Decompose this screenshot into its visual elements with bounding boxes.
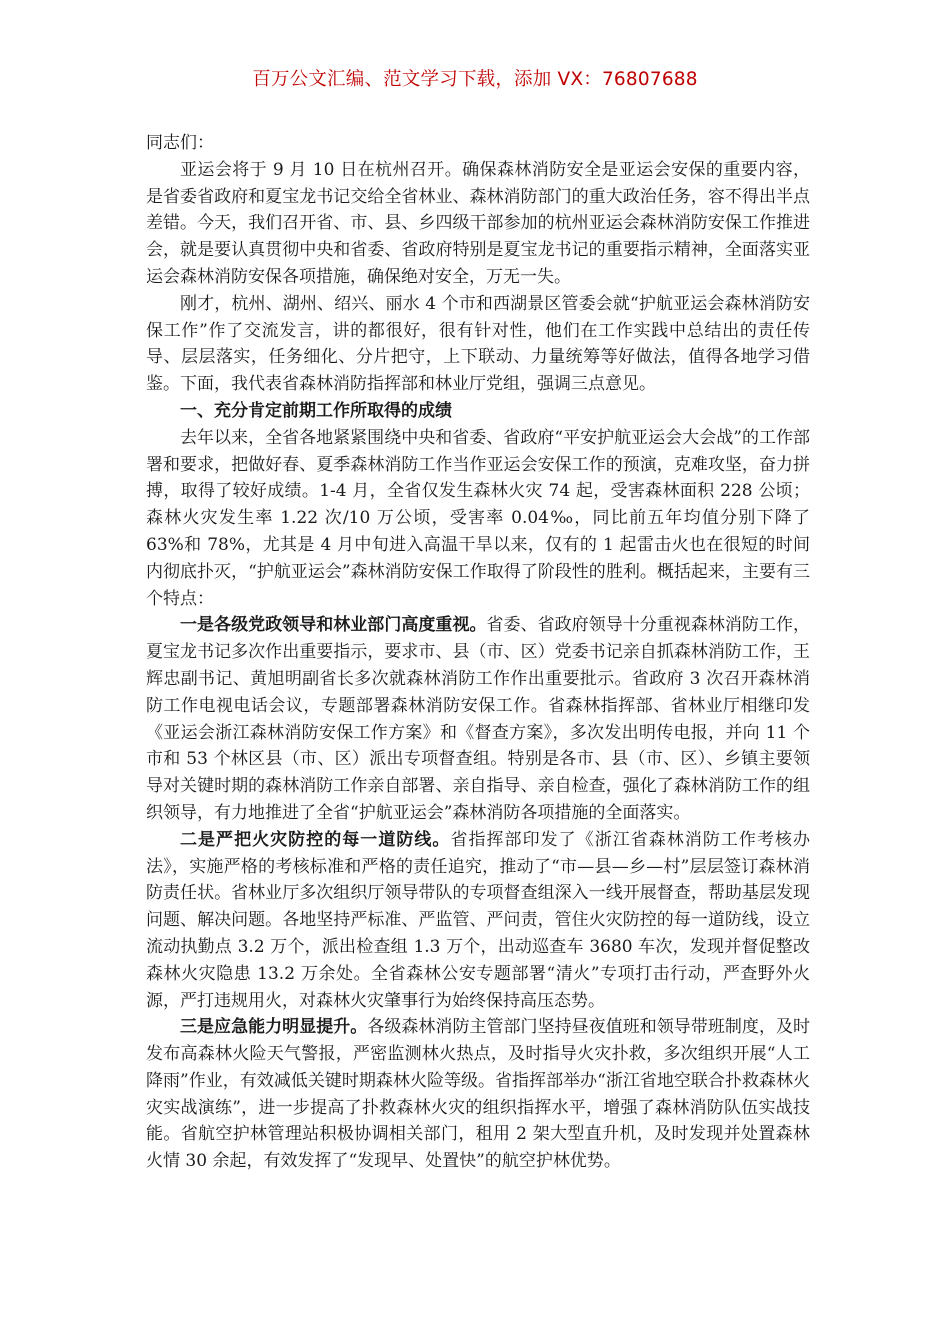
paragraph-intro: 亚运会将于 9 月 10 日在杭州召开。确保森林消防安全是亚运会安保的重要内容，是省委省政府和夏宝龙书记交给全省林业、森林消防部门的重大政治任务，容不得出半点差错。今天，我们召开省、市、县、乡四级干部参加的杭州亚运会森林消防安保工作推进会，就是要认真贯彻中央和省委、省政府特别是夏宝龙书记的重要指示精神，全面落实亚运会森林消防安保各项措施，确保绝对安全，万无一失。	[146, 159, 810, 287]
point-lead-2: 二是严把火灾防控的每一道防线。	[180, 829, 451, 850]
point-lead-1: 一是各级党政领导和林业部门高度重视。	[180, 615, 487, 636]
section-intro-paragraph: 去年以来，全省各地紧紧围绕中央和省委、省政府“平安护航亚运会大会战”的工作部署和要求，把做好春、夏季森林消防工作当作亚运会安保工作的预演，克难攻坚，奋力拼搏，取得了较好成绩。1-4 月，全省仅发生森林火灾 74 起，受害森林面积 228 公顷；森林火灾发生率 1.22 次/10 万公顷，受害率 0.04‰，同比前五年均值分别下降了 63%和 78%，尤其是 4 月中旬进入高温干旱以来，仅有的 1 起雷击火也在很短的时间内彻底扑灭，“护航亚运会”森林消防安保工作取得了阶段性的胜利。概括起来，主要有三个特点：	[146, 427, 810, 609]
salutation: 同志们：	[146, 133, 214, 153]
document-body	[146, 130, 810, 1175]
point-body-1: 省委、省政府领导十分重视森林消防工作，夏宝龙书记多次作出重要指示，要求市、县（市、区）党委书记亲自抓森林消防工作，王辉忠副书记、黄旭明副省长多次就森林消防工作作出重要批示。省政府 3 次召开森林消防工作电视电话会议，专题部署森林消防安保工作。省森林指挥部、省林业厅相继印发《亚运会浙江森林消防安保工作方案》和《督查方案》，多次发出明传电报，并向 11 个市和 53 个林区县（市、区）派出专项督查组。特别是各市、县（市、区）、乡镇主要领导对关键时期的森林消防工作亲自部署、亲自指导、亲自检查，强化了森林消防工作的组织领导，有力地推进了全省“护航亚运会”森林消防各项措施的全面落实。	[146, 615, 810, 823]
header-banner: 百万公文汇编、范文学习下载，添加 VX：76807688	[252, 69, 698, 90]
point-paragraph-2	[146, 827, 810, 1015]
section-heading: 一、充分肯定前期工作所取得的成绩	[180, 400, 452, 421]
point-body-2: 省指挥部印发了《浙江省森林消防工作考核办法》，实施严格的考核标准和严格的责任追究，推动了“市—县—乡—村”层层签订森林消防责任状。省林业厅多次组织厅领导带队的专项督查组深入一线开展督查，帮助基层发现问题、解决问题。各地坚持严标准、严监管、严问责，管住火灾防控的每一道防线，设立流动执勤点 3.2 万个，派出检查组 1.3 万个，出动巡查车 3680 车次，发现并督促整改森林火灾隐患 13.2 万余处。全省森林公安专题部署“清火”专项打击行动，严查野外火源，严打违规用火，对森林火灾肇事行为始终保持高压态势。	[146, 829, 811, 1011]
point-body-3: 各级森林消防主管部门坚持昼夜值班和领导带班制度，及时发布高森林火险天气警报，严密监测林火热点，及时指导火灾扑救，多次组织开展“人工降雨”作业，有效减低关键时期森林火险等级。省指挥部举办“浙江省地空联合扑救森林火灾实战演练”，进一步提高了扑救森林火灾的组织指挥水平，增强了森林消防队伍实战技能。省航空护林管理站积极协调相关部门，租用 2 架大型直升机，及时发现并处置森林火情 30 余起，有效发挥了“发现早、处置快”的航空护林优势。	[146, 1017, 811, 1172]
point-paragraph-3	[146, 1014, 810, 1175]
paragraph-summary: 刚才，杭州、湖州、绍兴、丽水 4 个市和西湖景区管委会就“护航亚运会森林消防安保工作”作了交流发言，讲的都很好，很有针对性，他们在工作实践中总结出的责任传导、层层落实，任务细化、分片把守，上下联动、力量统筹等好做法，值得各地学习借鉴。下面，我代表省森林消防指挥部和林业厅党组，强调三点意见。	[146, 293, 810, 395]
point-paragraph-1	[146, 612, 810, 826]
point-lead-3: 三是应急能力明显提升。	[180, 1017, 368, 1038]
